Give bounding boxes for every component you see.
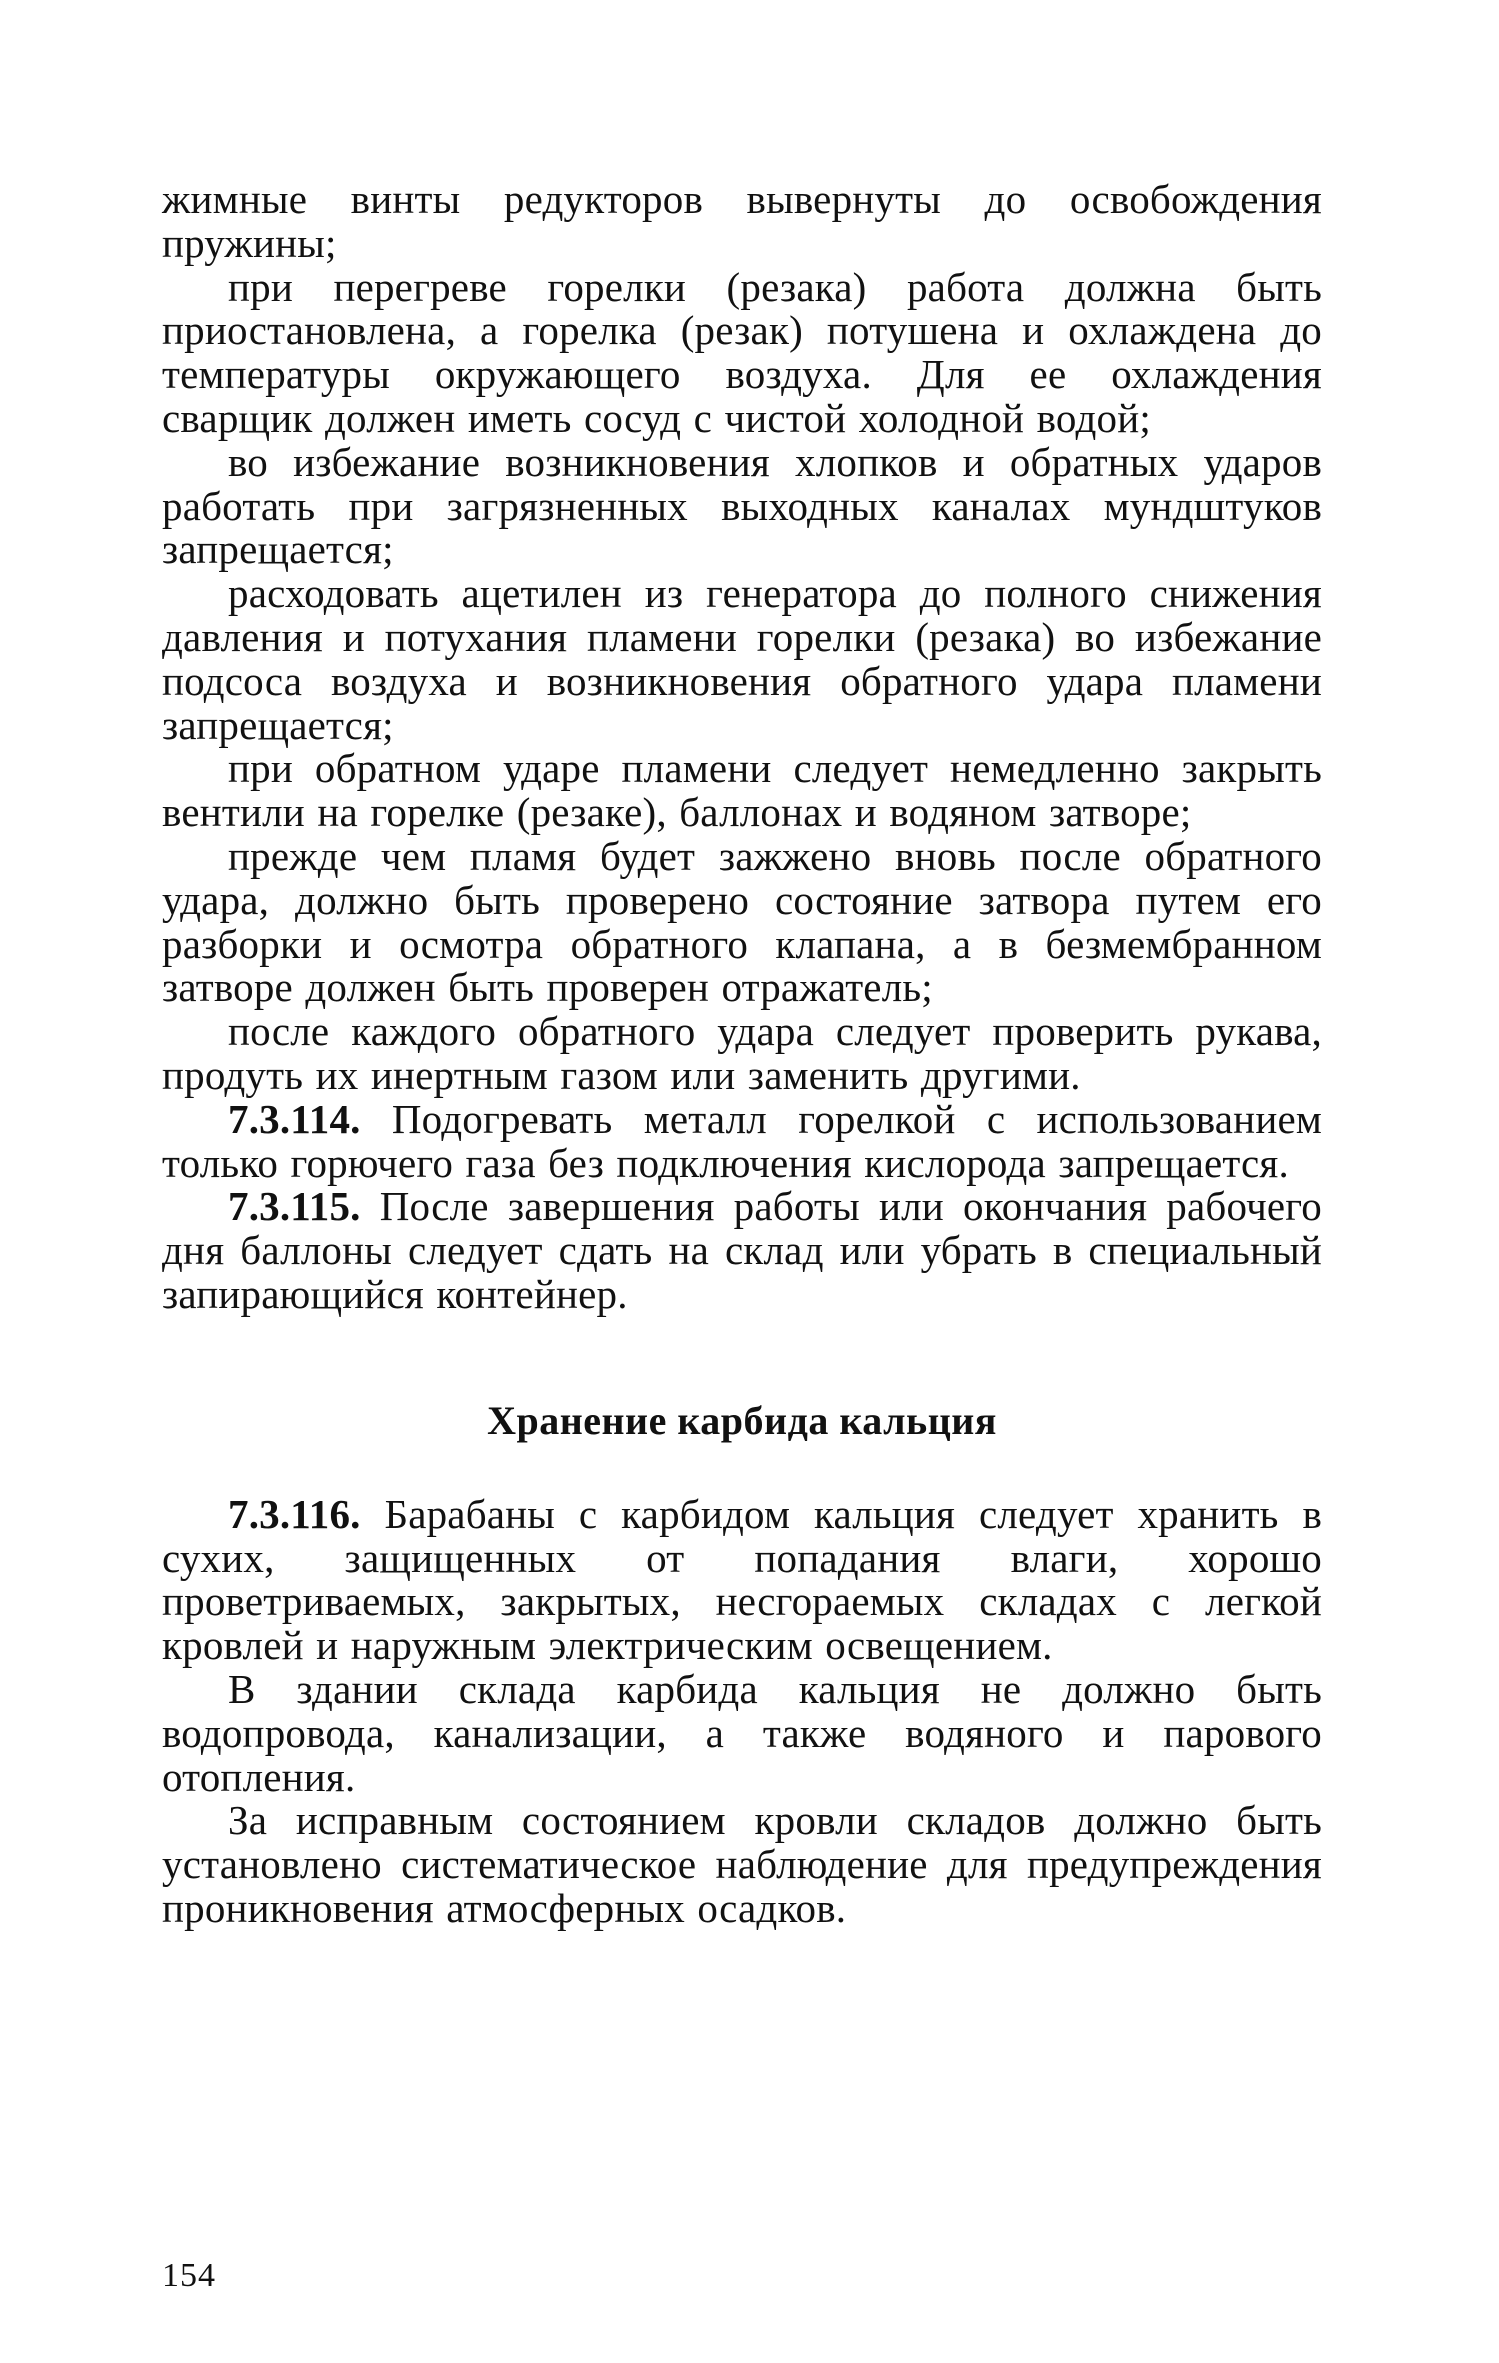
paragraph: расходовать ацетилен из генератора до полного снижения давления и потухания пламени горелки (резака) во избежание подсоса воздуха и возникновения обратного удара пламени запрещается;: [162, 570, 1322, 748]
clause-text: Барабаны с карбидом кальция следует хранить в сухих, защищенных от попадания влаги, хорошо проветриваемых, закрытых, несгораемых складах с легкой кровлей и наружным электрическим освещением.: [162, 1490, 1323, 1669]
section-heading: Хранение карбида кальция: [487, 1397, 997, 1443]
paragraph: жимные винты редукторов вывернуты до освобождения пружины;: [162, 176, 1322, 266]
clause-7-3-116: [162, 1490, 1323, 1669]
clause-number: 7.3.115.: [228, 1183, 361, 1230]
paragraph: прежде чем пламя будет зажжено вновь после обратного удара, должно быть проверено состояние затвора путем его разборки и осмотра обратного клапана, а в безмембранном затворе должен быть проверен отражатель;: [162, 832, 1322, 1011]
clause-text: Подогревать металл горелкой с использованием только горючего газа без подключения кислорода запрещается.: [162, 1095, 1322, 1186]
paragraph: В здании склада карбида кальция не должно быть водопровода, канализации, а также водяного и парового отопления.: [162, 1665, 1322, 1800]
clause-7-3-114: [162, 1095, 1322, 1186]
paragraph: при перегреве горелки (резака) работа должна быть приостановлена, а горелка (резак) потушена и охлаждена до температуры окружающего воздуха. Для ее охлаждения сварщик должен иметь сосуд с чистой холодной водой;: [162, 263, 1322, 441]
clause-number: 7.3.116.: [228, 1490, 361, 1537]
paragraph: За исправным состоянием кровли складов должно быть установлено систематическое наблюдение для предупреждения проникновения атмосферных осадков.: [162, 1797, 1322, 1931]
paragraph: во избежание возникновения хлопков и обратных ударов работать при загрязненных выходных каналах мундштуков запрещается;: [162, 438, 1322, 573]
clause-number: 7.3.114.: [228, 1095, 361, 1142]
clause-text: После завершения работы или окончания рабочего дня баллоны следует сдать на склад или убрать в специальный запирающийся контейнер.: [162, 1183, 1322, 1317]
paragraph: после каждого обратного удара следует проверить рукава, продуть их инертным газом или заменить другими.: [162, 1008, 1322, 1098]
page-number: 154: [162, 2257, 216, 2294]
clause-7-3-115: [162, 1185, 1322, 1316]
paragraph: при обратном ударе пламени следует немедленно закрыть вентили на горелке (резаке), баллонах и водяном затворе;: [162, 745, 1322, 836]
page-body: [162, 178, 1322, 1931]
